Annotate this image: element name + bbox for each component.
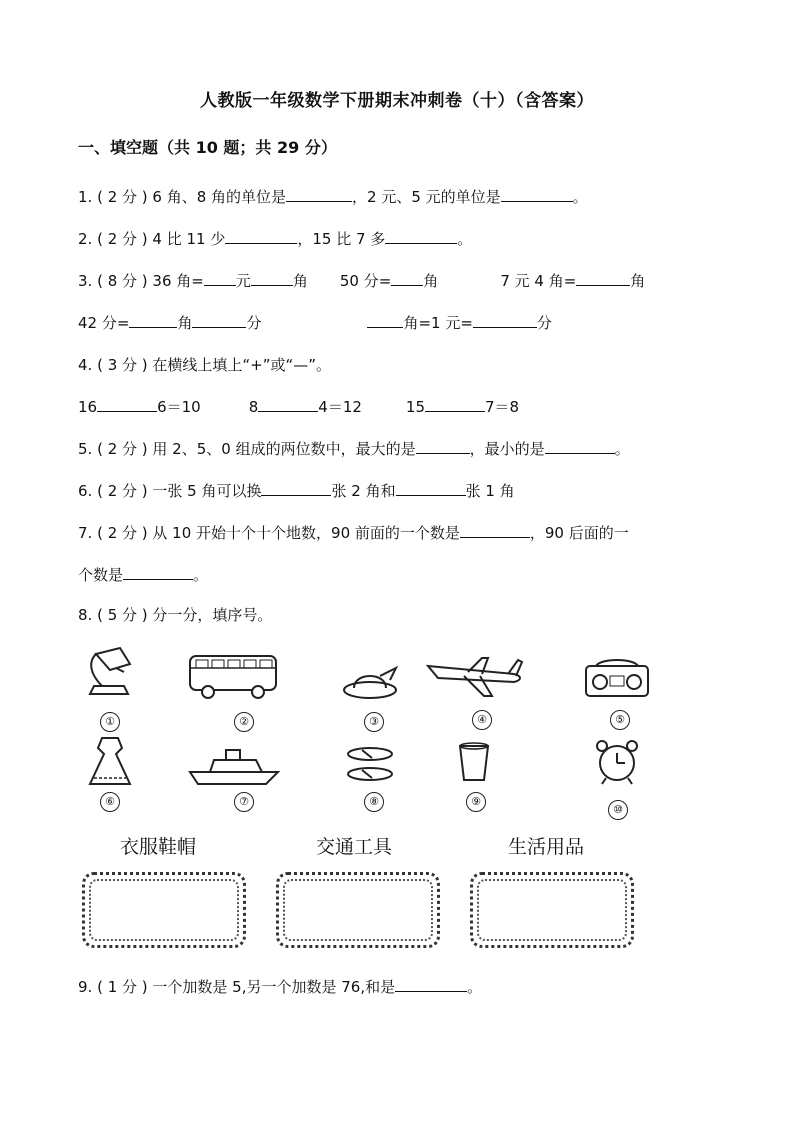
- question-8: [78, 604, 272, 625]
- answer-blank[interactable]: [385, 229, 457, 244]
- q5-end: 。: [614, 440, 630, 458]
- answer-blank[interactable]: [416, 439, 470, 454]
- item-number: ⑥: [100, 792, 120, 812]
- answer-blank[interactable]: [395, 977, 467, 992]
- item-number: ①: [100, 712, 120, 732]
- bus-icon: [186, 650, 282, 702]
- q2-end: 。: [457, 230, 473, 248]
- question-6: [78, 480, 515, 501]
- answer-blank[interactable]: [576, 271, 630, 286]
- category-label-daily-goods: 生活用品: [508, 836, 585, 858]
- q9-text: 9. ( 1 分 ) 一个加数是 5,另一个加数是 76,和是: [78, 978, 396, 996]
- q6-text: 6. ( 2 分 ) 一张 5 角可以换: [78, 482, 262, 500]
- q3-unit: 分: [246, 314, 262, 332]
- q7-text-mid: ，90 后面的一: [529, 524, 629, 542]
- q4-text: 4. ( 3 分 ) 在横线上填上“+”或“—”。: [78, 356, 332, 374]
- answer-blank[interactable]: [192, 313, 246, 328]
- q3-unit: 角: [423, 272, 439, 290]
- q3-text-d: 42 分=: [78, 314, 130, 332]
- question-7-continued: [78, 564, 208, 585]
- answer-blank[interactable]: [391, 271, 423, 286]
- item-number: ⑨: [466, 792, 486, 812]
- eq-number: 15: [405, 398, 426, 416]
- q7-text: 7. ( 2 分 ) 从 10 开始十个十个地数，90 前面的一个数是: [78, 524, 460, 542]
- answer-blank[interactable]: [286, 187, 352, 202]
- question-2: [78, 228, 472, 249]
- answer-blank[interactable]: [251, 271, 293, 286]
- q7-end: 。: [193, 566, 209, 584]
- answer-blank[interactable]: [396, 481, 466, 496]
- q6-text-mid: 张 2 角和: [331, 482, 396, 500]
- sandals-icon: [342, 744, 398, 786]
- answer-blank[interactable]: [97, 397, 157, 412]
- answer-blank[interactable]: [261, 481, 331, 496]
- question-9: [78, 976, 482, 997]
- item-number: ②: [234, 712, 254, 732]
- item-number: ⑤: [610, 710, 630, 730]
- dress-icon: [82, 734, 138, 790]
- answer-blank[interactable]: [225, 229, 297, 244]
- item-number: ⑦: [234, 792, 254, 812]
- desk-lamp-icon: [80, 644, 140, 702]
- answer-blank[interactable]: [545, 439, 615, 454]
- section-heading: 一、填空题（共 10 题；共 29 分）: [78, 138, 337, 157]
- question-3: [78, 270, 645, 291]
- ship-icon: [186, 744, 282, 788]
- answer-blank[interactable]: [501, 187, 573, 202]
- eq-number: 8: [248, 398, 259, 416]
- answer-blank[interactable]: [204, 271, 236, 286]
- radio-icon: [582, 656, 654, 700]
- eq-number: 7＝8: [485, 398, 520, 416]
- page-title: 人教版一年级数学下册期末冲刺卷（十）（含答案）: [200, 91, 594, 111]
- glass-cup-icon: [454, 740, 494, 786]
- answer-box-clothing[interactable]: [82, 872, 246, 948]
- q2-text: 2. ( 2 分 ) 4 比 11 少: [78, 230, 226, 248]
- question-4: [78, 354, 331, 375]
- answer-blank[interactable]: [425, 397, 485, 412]
- answer-blank[interactable]: [473, 313, 537, 328]
- question-7: [78, 522, 629, 543]
- q1-end: 。: [572, 188, 588, 206]
- question-4-equations: [78, 396, 519, 417]
- q3-unit: 角: [177, 314, 193, 332]
- q3-text-b: 50 分=: [339, 272, 392, 290]
- airplane-icon: [424, 652, 524, 700]
- q3-text-e: 角=1 元=: [403, 314, 473, 332]
- q3-unit: 元: [235, 272, 251, 290]
- q2-text-mid: ，15 比 7 多: [297, 230, 386, 248]
- q5-text: 5. ( 2 分 ) 用 2、5、0 组成的两位数中，最大的是: [78, 440, 416, 458]
- q1-text-mid: ，2 元、5 元的单位是: [352, 188, 501, 206]
- eq-number: 6＝10: [157, 398, 201, 416]
- q9-end: 。: [467, 978, 483, 996]
- q7-text-line2: 个数是: [78, 566, 124, 584]
- question-5: [78, 438, 630, 459]
- eq-number: 16: [78, 398, 98, 416]
- item-number: ④: [472, 710, 492, 730]
- answer-blank[interactable]: [367, 313, 403, 328]
- q6-end: 张 1 角: [465, 482, 515, 500]
- item-number: ⑧: [364, 792, 384, 812]
- answer-blank[interactable]: [123, 565, 193, 580]
- question-1: [78, 186, 588, 207]
- q3-unit: 分: [536, 314, 552, 332]
- item-number: ③: [364, 712, 384, 732]
- sorting-picture-area: [78, 640, 738, 960]
- item-number: ⑩: [608, 800, 628, 820]
- answer-blank[interactable]: [258, 397, 318, 412]
- hat-icon: [340, 662, 402, 702]
- q3-unit: 角: [630, 272, 646, 290]
- category-label-transport: 交通工具: [316, 836, 393, 858]
- q3-unit: 角: [292, 272, 308, 290]
- q1-text: 1. ( 2 分 ) 6 角、8 角的单位是: [78, 188, 287, 206]
- eq-number: 4＝12: [318, 398, 362, 416]
- answer-blank[interactable]: [129, 313, 177, 328]
- answer-blank[interactable]: [460, 523, 530, 538]
- q8-text: 8. ( 5 分 ) 分一分，填序号。: [78, 606, 273, 624]
- alarm-clock-icon: [592, 736, 642, 786]
- question-3-continued: [78, 312, 552, 333]
- category-label-clothing: 衣服鞋帽: [120, 836, 197, 858]
- q5-text-mid: ，最小的是: [469, 440, 545, 458]
- answer-box-transport[interactable]: [276, 872, 440, 948]
- q3-text-c: 7 元 4 角=: [500, 272, 577, 290]
- answer-box-daily-goods[interactable]: [470, 872, 634, 948]
- q3-text: 3. ( 8 分 ) 36 角=: [78, 272, 204, 290]
